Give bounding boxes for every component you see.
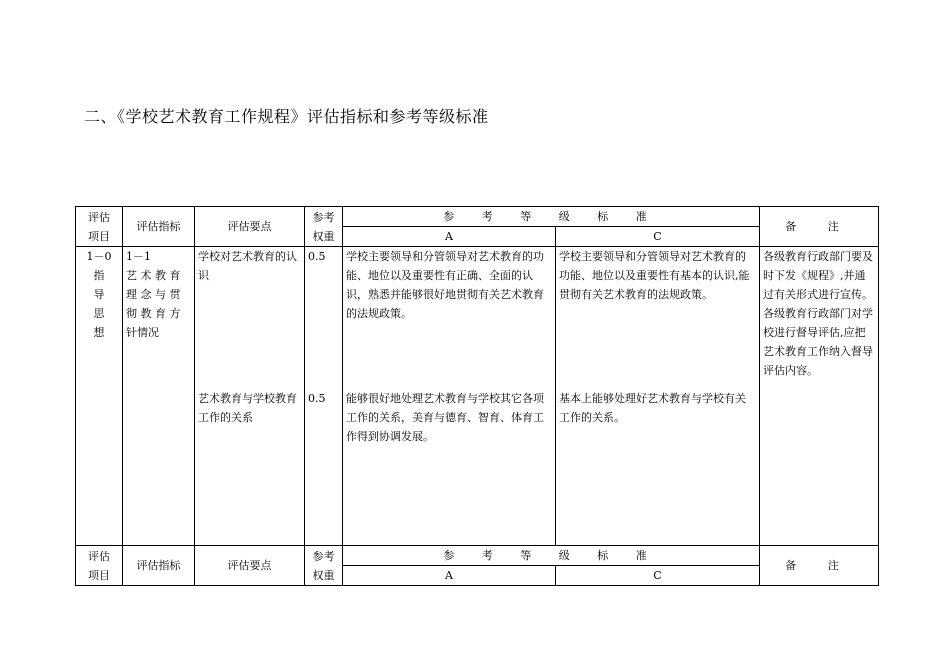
grade-a-2: 能够很好地处理艺术教育与学校其它各项工作的关系，美育与德育、智育、体育工作得到协调发展。 [346,392,544,443]
cell-grade-c [556,247,760,546]
cell-grade-a [343,247,556,546]
header-grade-c-repeat: C [556,566,760,586]
table-row [76,247,879,546]
header-weight-repeat: 参考 权重 [305,546,343,586]
header-indicator-repeat: 评估指标 [123,546,195,586]
header-standard-repeat: 参 考 等 级 标 准 [343,546,760,566]
header-item: 评估 项目 [76,207,123,247]
cell-indicator: 1－1 艺 术 教 育 理 念 与 贯 彻 教 育 方 针情况 [123,247,195,546]
cell-points [195,247,305,546]
grade-c-2: 基本上能够处理好艺术教育与学校有关工作的关系。 [559,392,746,424]
header-remarks-repeat: 备 注 [760,546,879,586]
cell-weight [305,247,343,546]
header-weight: 参考 权重 [305,207,343,247]
header-indicator: 评估指标 [123,207,195,247]
grade-a-1: 学校主要领导和分管领导对艺术教育的功能、地位以及重要性有正确、全面的认识，熟悉并能够很好地贯彻有关艺术教育的法规政策。 [346,250,544,320]
header-remarks: 备 注 [760,207,879,247]
header-points-repeat: 评估要点 [195,546,305,586]
cell-item: 1－0 指 导 思 想 [76,247,123,546]
table-header-row-repeat [76,546,879,566]
weight-1: 0.5 [308,250,326,263]
points-2: 艺术教育与学校教育工作的关系 [198,392,297,424]
header-points: 评估要点 [195,207,305,247]
weight-2: 0.5 [308,392,326,405]
evaluation-table [75,206,879,586]
cell-remarks: 各级教育行政部门要及时下发《规程》,并通过有关形式进行宣传。各级教育行政部门对学校进行督导评估,应把艺术教育工作纳入督导评估内容。 [760,247,879,546]
points-1: 学校对艺术教育的认识 [198,250,297,282]
document-title: 二、《学校艺术教育工作规程》评估指标和参考等级标准 [84,107,489,126]
header-grade-c: C [556,227,760,247]
header-standard: 参 考 等 级 标 准 [343,207,760,227]
grade-c-1: 学校主要领导和分管领导对艺术教育的功能、地位以及重要性有基本的认识,能贯彻有关艺术教育的法规政策。 [559,250,750,301]
header-item-repeat: 评估 项目 [76,546,123,586]
table-header-row [76,207,879,227]
header-grade-a: A [343,227,556,247]
header-grade-a-repeat: A [343,566,556,586]
